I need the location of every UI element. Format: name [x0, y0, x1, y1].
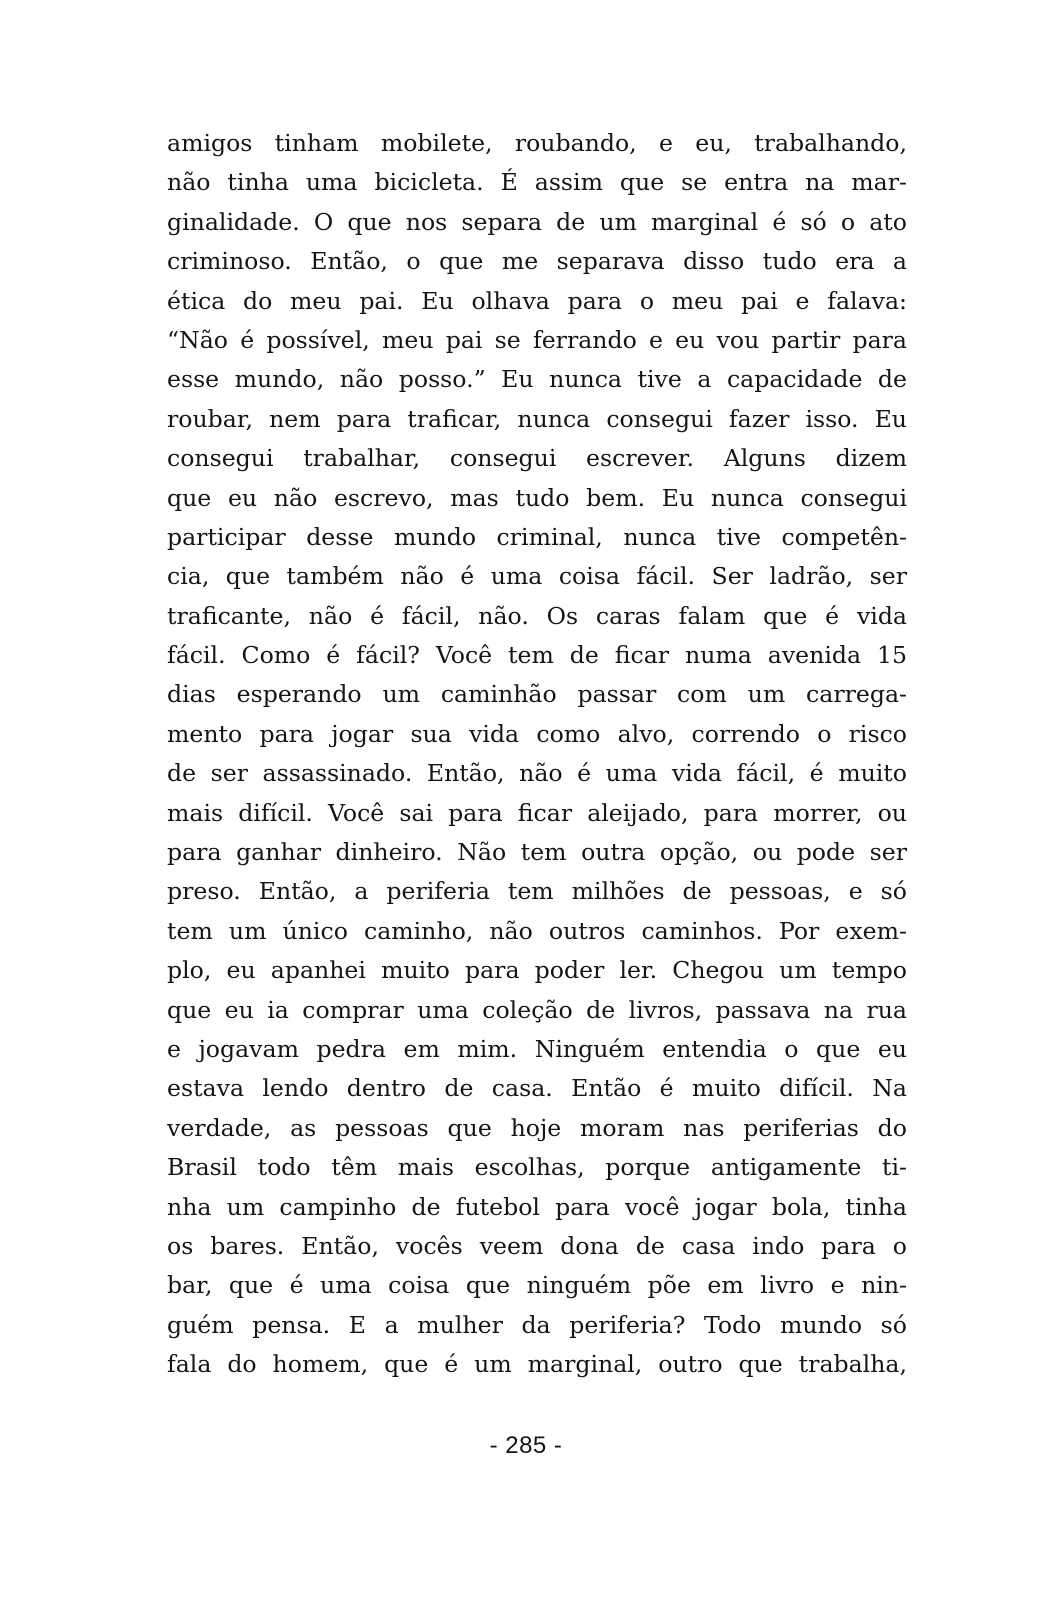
page-number: - 285 -	[489, 1432, 563, 1459]
text-line: nha um campinho de futebol para você jogar bola, tinha	[167, 1192, 907, 1221]
body-text	[167, 124, 907, 1385]
text-line: fala do homem, que é um marginal, outro que trabalha,	[167, 1350, 907, 1379]
text-line: que eu ia comprar uma coleção de livros, passava na rua	[167, 995, 907, 1024]
text-line: amigos tinham mobilete, roubando, e eu, trabalhando,	[167, 129, 907, 157]
text-line: criminoso. Então, o que me separava disso tudo era a	[167, 247, 907, 276]
text-line: plo, eu apanhei muito para poder ler. Chegou um tempo	[167, 956, 907, 985]
text-line: verdade, as pessoas que hoje moram nas periferias do	[167, 1113, 907, 1142]
text-line: que eu não escrevo, mas tudo bem. Eu nunca consegui	[167, 483, 907, 512]
text-line: os bares. Então, vocês veem dona de casa indo para o	[167, 1231, 907, 1260]
text-line: para ganhar dinheiro. Não tem outra opção, ou pode ser	[167, 838, 907, 867]
text-line: Brasil todo têm mais escolhas, porque antigamente ti-	[167, 1153, 907, 1182]
text-line: e jogavam pedra em mim. Ninguém entendia o que eu	[167, 1034, 907, 1063]
text-line: dias esperando um caminhão passar com um carrega-	[167, 680, 907, 709]
text-line: participar desse mundo criminal, nunca tive competên-	[167, 522, 907, 551]
text-line: de ser assassinado. Então, não é uma vida fácil, é muito	[167, 759, 907, 788]
text-line: mais difícil. Você sai para ficar aleijado, para morrer, ou	[167, 798, 907, 827]
text-line: “Não é possível, meu pai se ferrando e eu vou partir para	[167, 325, 907, 354]
text-line: estava lendo dentro de casa. Então é muito difícil. Na	[167, 1074, 907, 1103]
text-line: traficante, não é fácil, não. Os caras falam que é vida	[167, 601, 907, 630]
text-line: roubar, nem para traficar, nunca consegui fazer isso. Eu	[167, 404, 907, 433]
text-line: guém pensa. E a mulher da periferia? Todo mundo só	[167, 1310, 907, 1339]
text-line: fácil. Como é fácil? Você tem de ficar numa avenida 15	[167, 641, 907, 670]
text-line: não tinha uma bicicleta. É assim que se entra na mar-	[167, 168, 907, 197]
text-line: bar, que é uma coisa que ninguém põe em livro e nin-	[167, 1271, 907, 1300]
text-line: esse mundo, não posso.” Eu nunca tive a capacidade de	[167, 365, 907, 394]
text-line: mento para jogar sua vida como alvo, correndo o risco	[167, 719, 907, 748]
text-line: ginalidade. O que nos separa de um marginal é só o ato	[167, 207, 907, 236]
text-line: tem um único caminho, não outros caminhos. Por exem-	[167, 916, 907, 945]
text-line: preso. Então, a periferia tem milhões de pessoas, e só	[167, 877, 907, 906]
text-line: ética do meu pai. Eu olhava para o meu pai e falava:	[167, 286, 907, 315]
text-line: cia, que também não é uma coisa fácil. Ser ladrão, ser	[167, 562, 907, 591]
text-line: consegui trabalhar, consegui escrever. Alguns dizem	[167, 444, 907, 473]
